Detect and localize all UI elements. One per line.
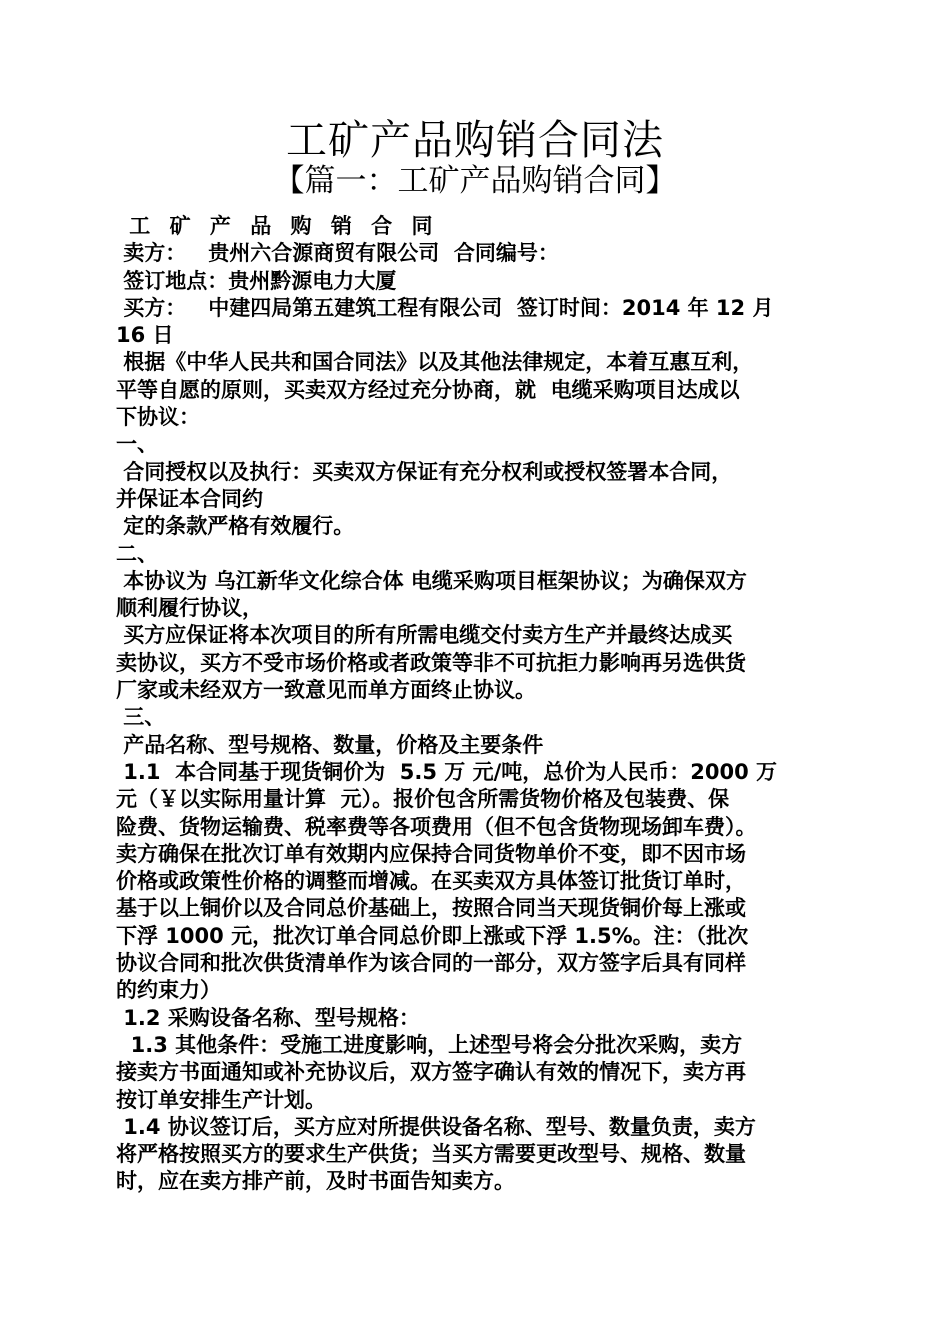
body-line: 按订单安排生产计划。 bbox=[116, 1087, 326, 1112]
signing-place-line: 签订地点：贵州黔源电力大厦 bbox=[116, 268, 397, 293]
contract-heading: 工 矿 产 品 购 销 合 同 bbox=[116, 214, 439, 238]
body-line: 价格或政策性价格的调整而增减。在买卖双方具体签订批货订单时， bbox=[116, 869, 746, 894]
document-subtitle: 【篇一：工矿产品购销合同】 bbox=[273, 163, 677, 199]
signing-date-line: 16 日 bbox=[116, 323, 174, 348]
clause-line: 1.4 协议签订后，买方应对所提供设备名称、型号、数量负责，卖方 bbox=[116, 1114, 756, 1139]
body-line: 买方应保证将本次项目的所有所需电缆交付卖方生产并最终达成买 bbox=[116, 623, 733, 648]
body-line: 险费、货物运输费、税率费等各项费用（但不包含货物现场卸车费）。 bbox=[116, 814, 757, 839]
document-title: 工矿产品购销合同法 bbox=[286, 116, 664, 164]
seller-line: 卖方： 贵州六合源商贸有限公司 合同编号： bbox=[116, 241, 559, 266]
body-line: 卖方确保在批次订单有效期内应保持合同货物单价不变，即不因市场 bbox=[116, 841, 746, 866]
body-line: 厂家或未经双方一致意见而单方面终止协议。 bbox=[116, 678, 536, 703]
body-line: 定的条款严格有效履行。 bbox=[116, 514, 355, 539]
body-line: 的约束力） bbox=[116, 978, 221, 1003]
section-heading: 产品名称、型号规格、数量，价格及主要条件 bbox=[116, 732, 544, 757]
body-line: 元（￥以实际用量计算 元）。报价包含所需货物价格及包装费、保 bbox=[116, 787, 730, 812]
body-line: 顺利履行协议， bbox=[116, 596, 263, 621]
body-line: 基于以上铜价以及合同总价基础上，按照合同当天现货铜价每上涨或 bbox=[116, 896, 746, 921]
clause-line: 1.2 采购设备名称、型号规格： bbox=[116, 1005, 420, 1030]
body-line: 协议合同和批次供货清单作为该合同的一部分，双方签字后具有同样 bbox=[116, 951, 746, 976]
body-line: 合同授权以及执行：买卖双方保证有充分权利或授权签署本合同， bbox=[116, 459, 733, 484]
body-line: 时，应在卖方排产前，及时书面告知卖方。 bbox=[116, 1169, 515, 1194]
section-number: 三、 bbox=[116, 705, 166, 730]
body-line: 接卖方书面通知或补充协议后，双方签字确认有效的情况下，卖方再 bbox=[116, 1060, 746, 1085]
body-line: 卖协议，买方不受市场价格或者政策等非不可抗拒力影响再另选供货 bbox=[116, 650, 746, 675]
body-line: 根据《中华人民共和国合同法》以及其他法律规定，本着互惠互利， bbox=[116, 350, 754, 375]
body-line: 下浮 1000 元，批次订单合同总价即上涨或下浮 1.5%。注：（批次 bbox=[116, 923, 749, 948]
contract-body bbox=[116, 213, 846, 1196]
body-line: 下协议： bbox=[116, 405, 200, 430]
body-line: 1.1 本合同基于现货铜价为 5.5 万 元/吨，总价为人民币：2000 万 bbox=[116, 759, 778, 784]
buyer-line: 买方： 中建四局第五建筑工程有限公司 签订时间：2014 年 12 月 bbox=[116, 295, 774, 320]
clause-line: 1.3 其他条件：受施工进度影响，上述型号将会分批次采购，卖方 bbox=[116, 1032, 743, 1057]
body-line: 平等自愿的原则，买卖双方经过充分协商，就 电缆采购项目达成以 bbox=[116, 377, 740, 402]
section-number: 二、 bbox=[116, 541, 158, 566]
body-line: 本协议为 乌江新华文化综合体 电缆采购项目框架协议；为确保双方 bbox=[116, 568, 747, 593]
section-number: 一、 bbox=[116, 432, 158, 457]
body-line: 并保证本合同约 bbox=[116, 486, 263, 511]
body-line: 将严格按照买方的要求生产供货；当买方需要更改型号、规格、数量 bbox=[116, 1142, 746, 1167]
